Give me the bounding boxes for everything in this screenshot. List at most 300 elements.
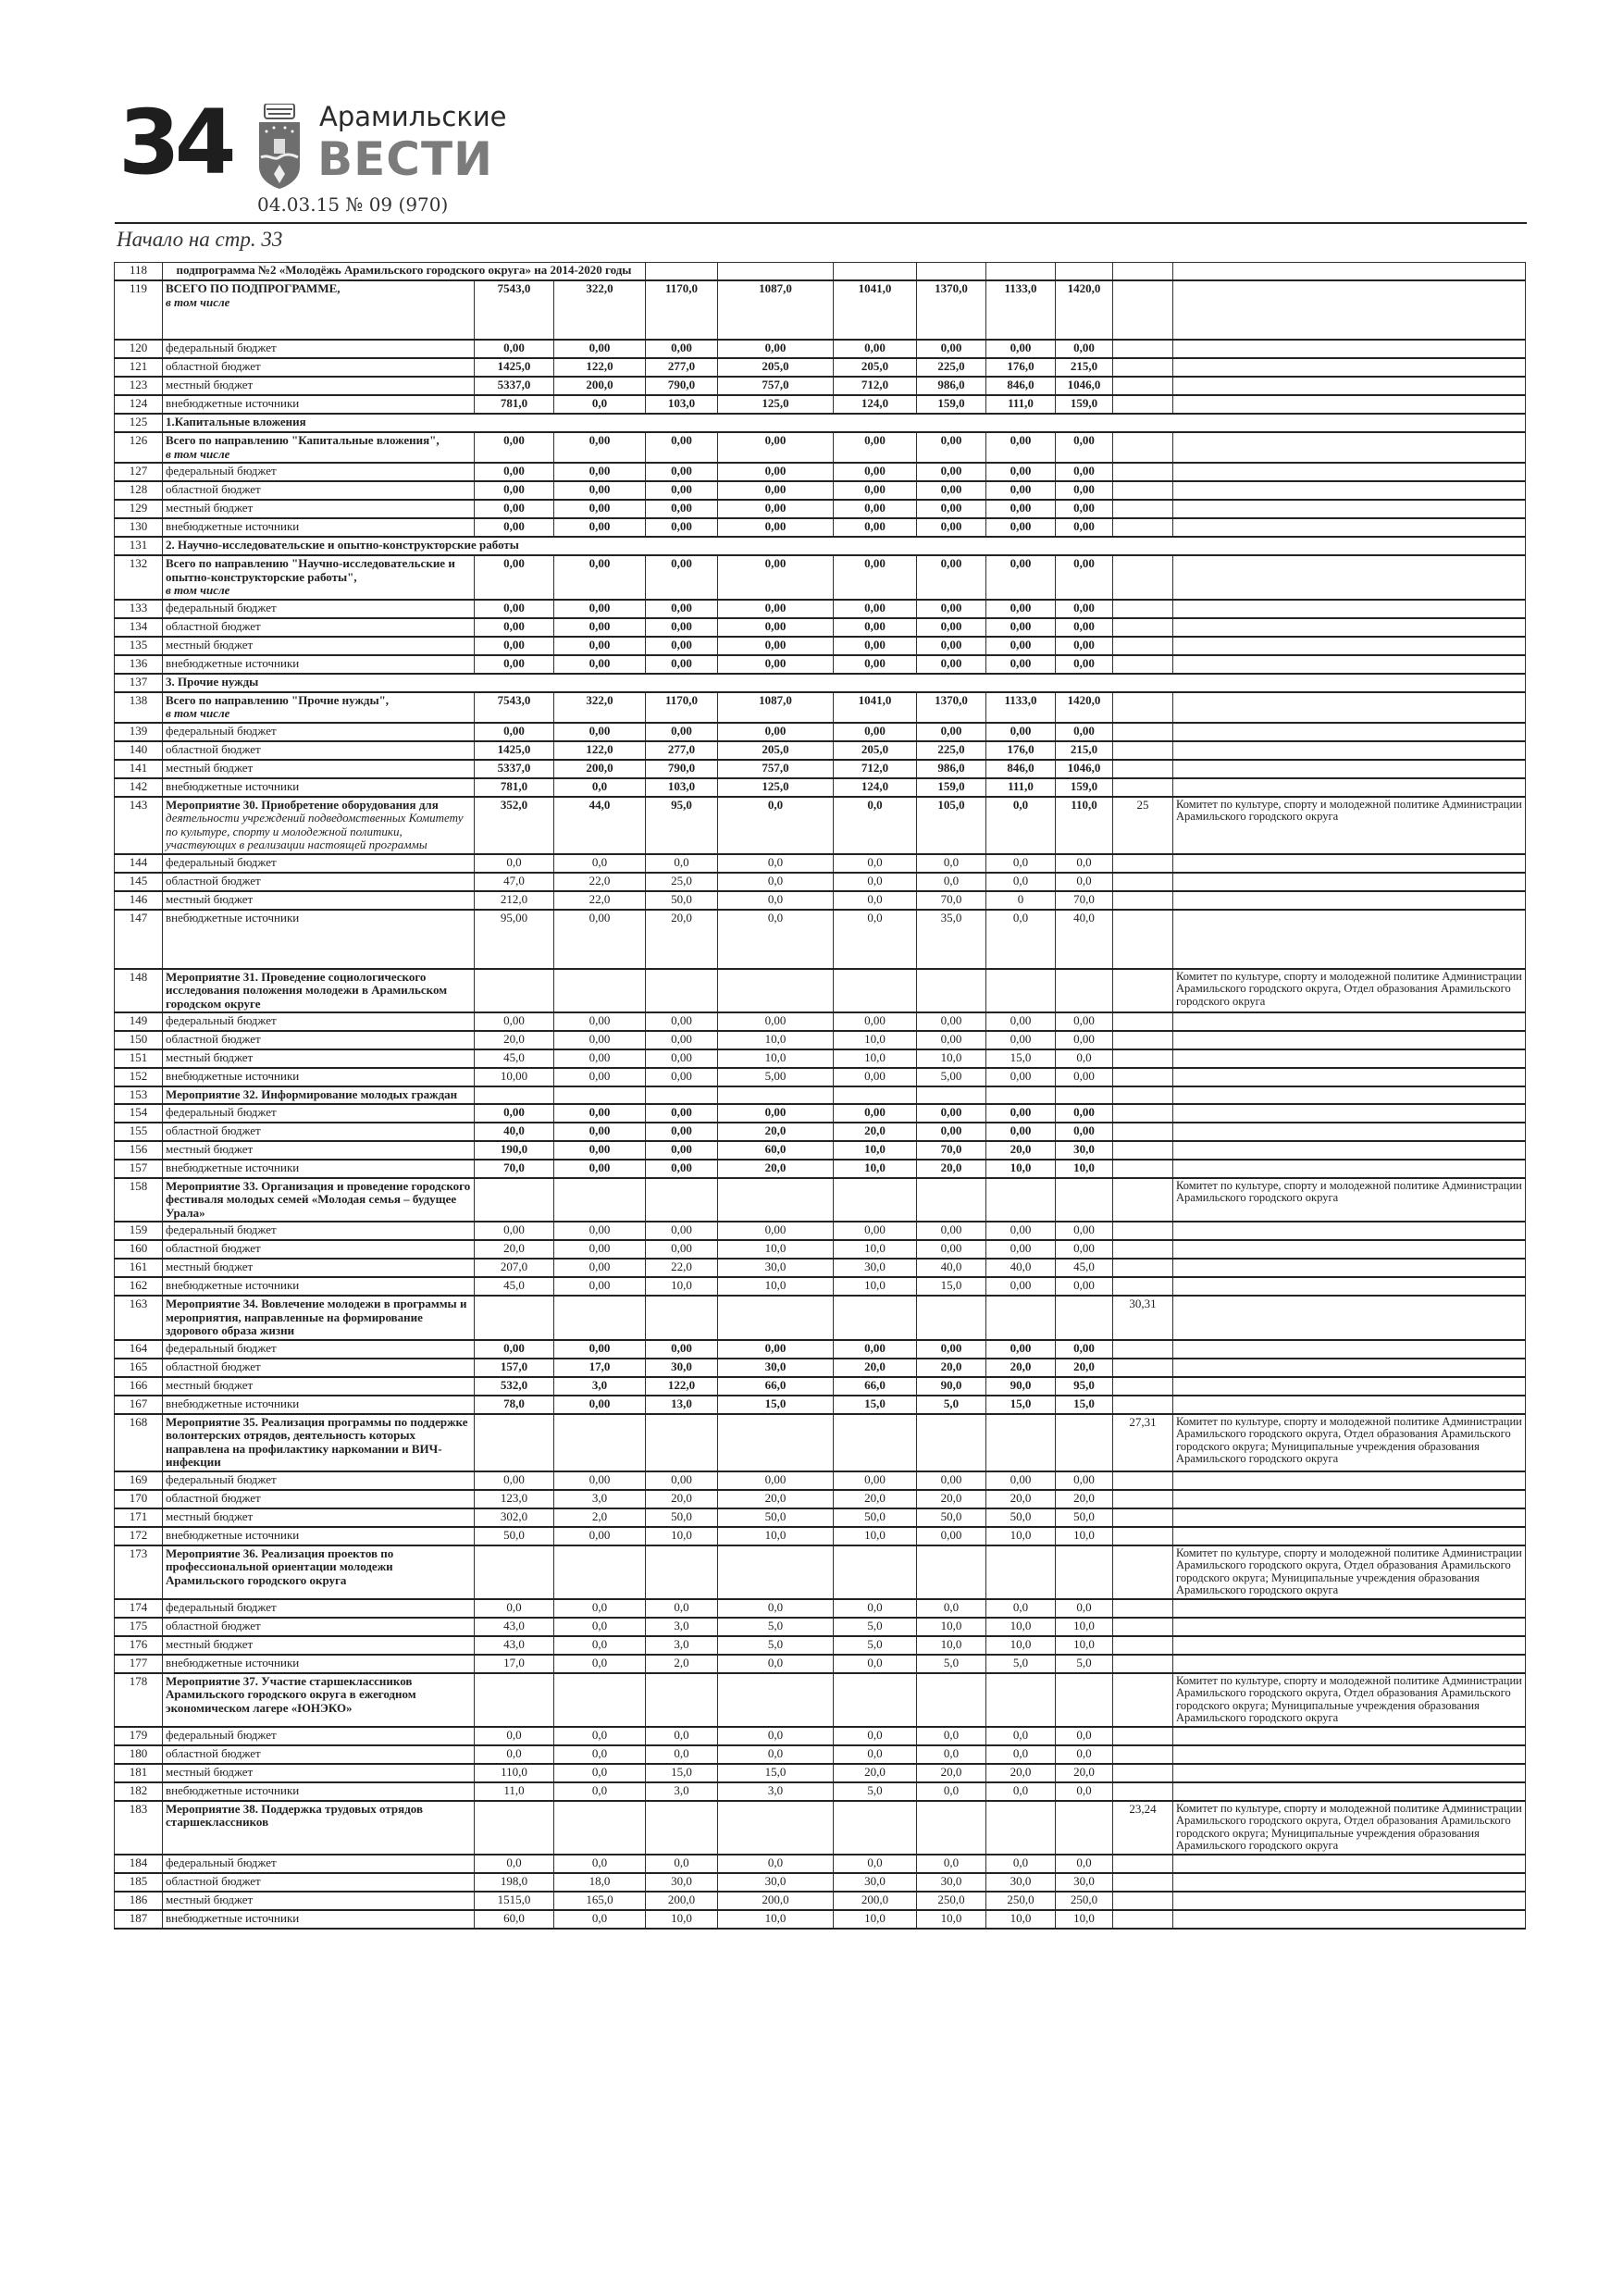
table-row <box>115 1673 1526 1727</box>
value-cell: 0,00 <box>554 1049 646 1068</box>
value-cell: 0,0 <box>986 854 1056 873</box>
value-cell: 0,00 <box>1056 1012 1113 1031</box>
value-cell <box>986 1545 1056 1599</box>
value-cell: 47,0 <box>475 873 554 891</box>
value-cell: 70,0 <box>475 1160 554 1178</box>
value-cell: 712,0 <box>834 377 917 395</box>
value-cell: 20,0 <box>1056 1490 1113 1508</box>
value-cell: 20,0 <box>834 1123 917 1141</box>
value-cell: 0,00 <box>986 637 1056 655</box>
responsible-executor <box>1173 1892 1526 1910</box>
row-name <box>163 910 475 969</box>
row-name-text: Всего по направлению "Капитальные вложения", <box>166 433 440 447</box>
value-cell: 0 <box>986 891 1056 910</box>
value-cell <box>1056 1545 1113 1599</box>
value-cell: 0,00 <box>1056 1222 1113 1240</box>
table-row <box>115 1545 1526 1599</box>
responsible-executor <box>1173 1240 1526 1259</box>
value-cell: 0,00 <box>646 518 718 537</box>
value-cell <box>554 1414 646 1471</box>
value-cell: 103,0 <box>646 395 718 414</box>
value-cell: 0,0 <box>986 1745 1056 1764</box>
value-cell: 5,0 <box>1056 1655 1113 1673</box>
row-name-text: Всего по направлению "Научно-исследовательские и опытно-конструкторские работы", <box>166 556 455 584</box>
target-indicator <box>1113 518 1173 537</box>
responsible-executor <box>1173 600 1526 618</box>
value-cell <box>554 1178 646 1222</box>
value-cell: 0,0 <box>554 1727 646 1745</box>
value-cell: 10,0 <box>986 1160 1056 1178</box>
value-cell: 0,0 <box>646 1855 718 1873</box>
table-row <box>115 1782 1526 1801</box>
value-cell: 17,0 <box>554 1359 646 1377</box>
value-cell: 103,0 <box>646 778 718 797</box>
value-cell: 5,0 <box>834 1782 917 1801</box>
row-name-text: ВСЕГО ПО ПОДПРОГРАММЕ, <box>166 281 341 295</box>
value-cell: 0,00 <box>718 600 834 618</box>
value-cell: 0,00 <box>986 1340 1056 1359</box>
value-cell: 2,0 <box>646 1655 718 1673</box>
row-name <box>163 760 475 778</box>
value-cell: 10,0 <box>834 1910 917 1929</box>
value-cell: 0,00 <box>718 1012 834 1031</box>
empty-cell <box>834 263 917 281</box>
value-cell: 7543,0 <box>475 280 554 340</box>
value-cell: 0,00 <box>834 555 917 600</box>
value-cell: 0,0 <box>475 1727 554 1745</box>
row-name-text: местный бюджет <box>166 1141 254 1156</box>
row-name <box>163 873 475 891</box>
row-name <box>163 432 475 463</box>
row-name <box>163 1892 475 1910</box>
target-indicator <box>1113 778 1173 797</box>
row-number: 145 <box>115 873 163 891</box>
value-cell: 0,00 <box>646 723 718 741</box>
value-cell: 0,00 <box>986 618 1056 637</box>
value-cell: 0,00 <box>917 1471 986 1490</box>
value-cell: 0,00 <box>1056 618 1113 637</box>
row-name-note: в том числе <box>166 706 230 720</box>
table-row <box>115 741 1526 760</box>
value-cell: 0,0 <box>718 854 834 873</box>
target-indicator: 30,31 <box>1113 1296 1173 1340</box>
value-cell: 15,0 <box>917 1277 986 1296</box>
row-name <box>163 655 475 674</box>
value-cell <box>1056 1296 1113 1340</box>
value-cell: 0,00 <box>554 555 646 600</box>
row-number: 176 <box>115 1636 163 1655</box>
value-cell: 0,00 <box>718 500 834 518</box>
empty-cell <box>1173 263 1526 281</box>
value-cell: 205,0 <box>718 358 834 377</box>
row-name <box>163 1414 475 1471</box>
value-cell <box>834 1296 917 1340</box>
empty-cell <box>1056 263 1113 281</box>
value-cell: 757,0 <box>718 760 834 778</box>
row-number: 161 <box>115 1259 163 1277</box>
row-number: 149 <box>115 1012 163 1031</box>
table-row <box>115 358 1526 377</box>
row-name-text: Мероприятие 30. Приобретение оборудования для <box>166 797 439 812</box>
value-cell: 0,00 <box>554 600 646 618</box>
value-cell: 1041,0 <box>834 280 917 340</box>
row-name <box>163 555 475 600</box>
responsible-executor <box>1173 555 1526 600</box>
value-cell: 0,0 <box>834 1599 917 1618</box>
value-cell: 0,00 <box>917 655 986 674</box>
value-cell: 0,0 <box>475 1599 554 1618</box>
row-number: 157 <box>115 1160 163 1178</box>
table-row <box>115 1340 1526 1359</box>
value-cell: 0,0 <box>554 1655 646 1673</box>
row-number: 156 <box>115 1141 163 1160</box>
table-row <box>115 481 1526 500</box>
value-cell: 0,00 <box>834 1012 917 1031</box>
value-cell: 10,0 <box>718 1910 834 1929</box>
header-divider <box>115 222 1527 224</box>
value-cell: 790,0 <box>646 377 718 395</box>
value-cell: 0,00 <box>834 1104 917 1123</box>
target-indicator <box>1113 1277 1173 1296</box>
row-number: 134 <box>115 618 163 637</box>
value-cell: 198,0 <box>475 1873 554 1892</box>
table-row <box>115 723 1526 741</box>
value-cell: 0,00 <box>646 500 718 518</box>
value-cell <box>475 1673 554 1727</box>
value-cell: 0,00 <box>1056 1240 1113 1259</box>
responsible-executor <box>1173 1049 1526 1068</box>
value-cell: 0,00 <box>917 1104 986 1123</box>
row-name-text: областной бюджет <box>166 1490 261 1505</box>
value-cell: 200,0 <box>718 1892 834 1910</box>
row-number: 131 <box>115 537 163 555</box>
row-name-text: внебюджетные источники <box>166 1069 300 1083</box>
value-cell: 0,00 <box>917 618 986 637</box>
row-name <box>163 692 475 723</box>
value-cell: 10,0 <box>1056 1527 1113 1545</box>
value-cell: 0,0 <box>986 1782 1056 1801</box>
row-name-text: областной бюджет <box>166 1123 261 1137</box>
value-cell: 0,00 <box>1056 600 1113 618</box>
value-cell: 0,0 <box>986 1599 1056 1618</box>
value-cell: 70,0 <box>1056 891 1113 910</box>
value-cell: 0,00 <box>646 463 718 481</box>
value-cell: 20,0 <box>986 1141 1056 1160</box>
value-cell <box>1056 1086 1113 1104</box>
row-name <box>163 1160 475 1178</box>
newspaper-name-main: ВЕСТИ <box>317 132 493 186</box>
value-cell: 0,0 <box>1056 873 1113 891</box>
row-name-text: местный бюджет <box>166 760 254 775</box>
responsible-executor <box>1173 891 1526 910</box>
target-indicator <box>1113 1377 1173 1396</box>
table-row <box>115 1104 1526 1123</box>
target-indicator <box>1113 723 1173 741</box>
value-cell: 0,00 <box>917 1340 986 1359</box>
value-cell: 0,00 <box>917 340 986 358</box>
row-name-text: областной бюджет <box>166 618 261 633</box>
value-cell: 7543,0 <box>475 692 554 723</box>
value-cell: 200,0 <box>554 377 646 395</box>
value-cell: 15,0 <box>1056 1396 1113 1414</box>
value-cell: 0,00 <box>646 637 718 655</box>
value-cell: 0,00 <box>834 340 917 358</box>
responsible-executor: Комитет по культуре, спорту и молодежной политике Администрации Арамильского городского округа, Отдел образования Арамильского городского округа; Муниципальные учреждения образования Арамильского городского округа <box>1173 1414 1526 1471</box>
table-row <box>115 1068 1526 1086</box>
value-cell: 0,00 <box>554 1068 646 1086</box>
responsible-executor <box>1173 1104 1526 1123</box>
value-cell: 0,00 <box>646 481 718 500</box>
value-cell: 0,0 <box>986 1855 1056 1873</box>
row-name <box>163 377 475 395</box>
value-cell: 5,0 <box>834 1636 917 1655</box>
row-number: 158 <box>115 1178 163 1222</box>
row-name <box>163 280 475 340</box>
table-row <box>115 797 1526 854</box>
value-cell: 18,0 <box>554 1873 646 1892</box>
value-cell: 159,0 <box>1056 395 1113 414</box>
value-cell: 0,0 <box>718 873 834 891</box>
row-number: 174 <box>115 1599 163 1618</box>
value-cell: 0,00 <box>646 600 718 618</box>
row-name-text: местный бюджет <box>166 501 254 515</box>
value-cell: 0,00 <box>554 1012 646 1031</box>
row-name-note: в том числе <box>166 583 230 597</box>
responsible-executor <box>1173 1655 1526 1673</box>
value-cell: 30,0 <box>1056 1141 1113 1160</box>
value-cell: 0,00 <box>986 481 1056 500</box>
value-cell: 0,00 <box>554 340 646 358</box>
value-cell: 0,00 <box>554 1141 646 1160</box>
value-cell: 15,0 <box>986 1396 1056 1414</box>
target-indicator <box>1113 1031 1173 1049</box>
table-row <box>115 1636 1526 1655</box>
value-cell: 205,0 <box>834 741 917 760</box>
responsible-executor <box>1173 1599 1526 1618</box>
responsible-executor <box>1173 1471 1526 1490</box>
row-name-text: внебюджетные источники <box>166 655 300 670</box>
target-indicator <box>1113 555 1173 600</box>
target-indicator <box>1113 377 1173 395</box>
row-name <box>163 1855 475 1873</box>
row-name-text: областной бюджет <box>166 1359 261 1373</box>
row-name-text: Мероприятие 34. Вовлечение молодежи в программы и мероприятия, направленные на формирование здорового образа жизни <box>166 1297 467 1337</box>
value-cell: 0,00 <box>834 618 917 637</box>
target-indicator <box>1113 1104 1173 1123</box>
row-name <box>163 891 475 910</box>
row-name-text: Мероприятие 31. Проведение социологического исследования положения молодежи в Арамильском городском округе <box>166 969 448 1011</box>
target-indicator <box>1113 854 1173 873</box>
responsible-executor <box>1173 1359 1526 1377</box>
value-cell: 225,0 <box>917 741 986 760</box>
subprogram-title: подпрограмма №2 «Молодёжь Арамильского городского округа» на 2014-2020 годы <box>163 263 646 281</box>
value-cell: 0,00 <box>554 1104 646 1123</box>
row-number: 121 <box>115 358 163 377</box>
section-heading: 3. Прочие нужды <box>163 674 1526 692</box>
value-cell: 0,00 <box>986 432 1056 463</box>
value-cell: 0,00 <box>986 518 1056 537</box>
value-cell: 0,00 <box>917 518 986 537</box>
table-row <box>115 1471 1526 1490</box>
value-cell: 0,00 <box>646 1340 718 1359</box>
value-cell <box>718 1296 834 1340</box>
value-cell: 0,00 <box>834 1471 917 1490</box>
value-cell: 20,0 <box>475 1031 554 1049</box>
row-name-text: Мероприятие 32. Информирование молодых граждан <box>166 1087 458 1101</box>
value-cell: 20,0 <box>834 1764 917 1782</box>
value-cell: 10,0 <box>834 1240 917 1259</box>
value-cell: 0,00 <box>986 1471 1056 1490</box>
table-row <box>115 518 1526 537</box>
value-cell: 0,00 <box>554 1471 646 1490</box>
value-cell: 1420,0 <box>1056 692 1113 723</box>
value-cell: 2,0 <box>554 1508 646 1527</box>
value-cell: 10,0 <box>646 1527 718 1545</box>
value-cell: 0,00 <box>834 500 917 518</box>
row-number: 147 <box>115 910 163 969</box>
value-cell: 0,00 <box>986 340 1056 358</box>
value-cell: 50,0 <box>646 1508 718 1527</box>
row-number: 164 <box>115 1340 163 1359</box>
value-cell: 10,0 <box>718 1240 834 1259</box>
table-row <box>115 1801 1526 1855</box>
value-cell: 5,0 <box>917 1396 986 1414</box>
value-cell: 0,00 <box>1056 723 1113 741</box>
value-cell <box>718 1086 834 1104</box>
table-row <box>115 891 1526 910</box>
row-name-text: областной бюджет <box>166 482 261 496</box>
row-number: 119 <box>115 280 163 340</box>
target-indicator <box>1113 1222 1173 1240</box>
value-cell: 0,00 <box>554 463 646 481</box>
value-cell <box>718 1801 834 1855</box>
row-name-text: федеральный бюджет <box>166 1013 277 1027</box>
responsible-executor: Комитет по культуре, спорту и молодежной политике Администрации Арамильского городского округа, Отдел образования Арамильского городского округа; Муниципальные учреждения образования Арамильского городского округа <box>1173 1545 1526 1599</box>
value-cell: 66,0 <box>718 1377 834 1396</box>
value-cell: 0,00 <box>986 1012 1056 1031</box>
row-number: 180 <box>115 1745 163 1764</box>
value-cell: 0,00 <box>554 432 646 463</box>
value-cell: 0,00 <box>554 1527 646 1545</box>
value-cell: 10,0 <box>1056 1910 1113 1929</box>
row-name-text: местный бюджет <box>166 1260 254 1273</box>
value-cell: 0,00 <box>986 1031 1056 1049</box>
row-name <box>163 1910 475 1929</box>
target-indicator <box>1113 1160 1173 1178</box>
value-cell: 0,00 <box>475 1222 554 1240</box>
value-cell <box>554 1296 646 1340</box>
value-cell <box>834 1086 917 1104</box>
value-cell: 0,0 <box>554 1764 646 1782</box>
value-cell: 60,0 <box>475 1910 554 1929</box>
value-cell: 15,0 <box>718 1764 834 1782</box>
value-cell: 0,00 <box>1056 340 1113 358</box>
row-name-text: внебюджетные источники <box>166 1278 300 1292</box>
value-cell: 50,0 <box>718 1508 834 1527</box>
value-cell <box>1056 1801 1113 1855</box>
value-cell: 0,00 <box>1056 555 1113 600</box>
value-cell: 45,0 <box>1056 1259 1113 1277</box>
target-indicator <box>1113 1012 1173 1031</box>
value-cell: 0,00 <box>917 1123 986 1141</box>
value-cell: 0,00 <box>986 655 1056 674</box>
responsible-executor <box>1173 1340 1526 1359</box>
value-cell: 0,00 <box>718 655 834 674</box>
table-row <box>115 1655 1526 1673</box>
value-cell: 95,0 <box>1056 1377 1113 1396</box>
value-cell: 22,0 <box>554 891 646 910</box>
value-cell <box>986 1296 1056 1340</box>
value-cell: 10,0 <box>986 1636 1056 1655</box>
target-indicator <box>1113 1178 1173 1222</box>
value-cell: 0,0 <box>1056 1599 1113 1618</box>
value-cell: 95,00 <box>475 910 554 969</box>
value-cell: 0,00 <box>834 463 917 481</box>
table-row <box>115 655 1526 674</box>
value-cell: 10,0 <box>834 1049 917 1068</box>
empty-cell <box>1113 263 1173 281</box>
responsible-executor <box>1173 1873 1526 1892</box>
empty-cell <box>646 263 718 281</box>
value-cell: 0,00 <box>917 723 986 741</box>
row-number: 141 <box>115 760 163 778</box>
responsible-executor <box>1173 1508 1526 1527</box>
value-cell <box>834 1545 917 1599</box>
value-cell: 322,0 <box>554 692 646 723</box>
row-name <box>163 1545 475 1599</box>
row-name <box>163 1618 475 1636</box>
value-cell: 0,00 <box>718 340 834 358</box>
value-cell: 0,00 <box>646 1141 718 1160</box>
row-name <box>163 395 475 414</box>
target-indicator <box>1113 760 1173 778</box>
table-row <box>115 1873 1526 1892</box>
responsible-executor <box>1173 873 1526 891</box>
value-cell: 0,00 <box>554 910 646 969</box>
value-cell: 30,0 <box>834 1259 917 1277</box>
value-cell: 17,0 <box>475 1655 554 1673</box>
value-cell: 0,0 <box>1056 1727 1113 1745</box>
value-cell: 0,00 <box>834 723 917 741</box>
value-cell: 15,0 <box>646 1764 718 1782</box>
value-cell: 0,00 <box>917 637 986 655</box>
value-cell: 0,00 <box>646 1123 718 1141</box>
row-name <box>163 1104 475 1123</box>
value-cell: 790,0 <box>646 760 718 778</box>
responsible-executor <box>1173 1855 1526 1873</box>
row-name-text: внебюджетные источники <box>166 910 300 925</box>
value-cell: 532,0 <box>475 1377 554 1396</box>
value-cell: 0,00 <box>554 1160 646 1178</box>
value-cell: 0,00 <box>1056 1340 1113 1359</box>
row-number: 143 <box>115 797 163 854</box>
row-name-text: областной бюджет <box>166 359 261 373</box>
value-cell: 322,0 <box>554 280 646 340</box>
value-cell: 1420,0 <box>1056 280 1113 340</box>
value-cell: 225,0 <box>917 358 986 377</box>
row-name <box>163 1277 475 1296</box>
value-cell: 13,0 <box>646 1396 718 1414</box>
value-cell: 0,00 <box>646 1160 718 1178</box>
value-cell: 986,0 <box>917 760 986 778</box>
value-cell <box>986 1801 1056 1855</box>
row-name <box>163 1801 475 1855</box>
table-row <box>115 1599 1526 1618</box>
value-cell: 0,0 <box>917 1855 986 1873</box>
row-number: 153 <box>115 1086 163 1104</box>
value-cell: 277,0 <box>646 358 718 377</box>
issue-info: 04.03.15 № 09 (970) <box>257 193 449 216</box>
